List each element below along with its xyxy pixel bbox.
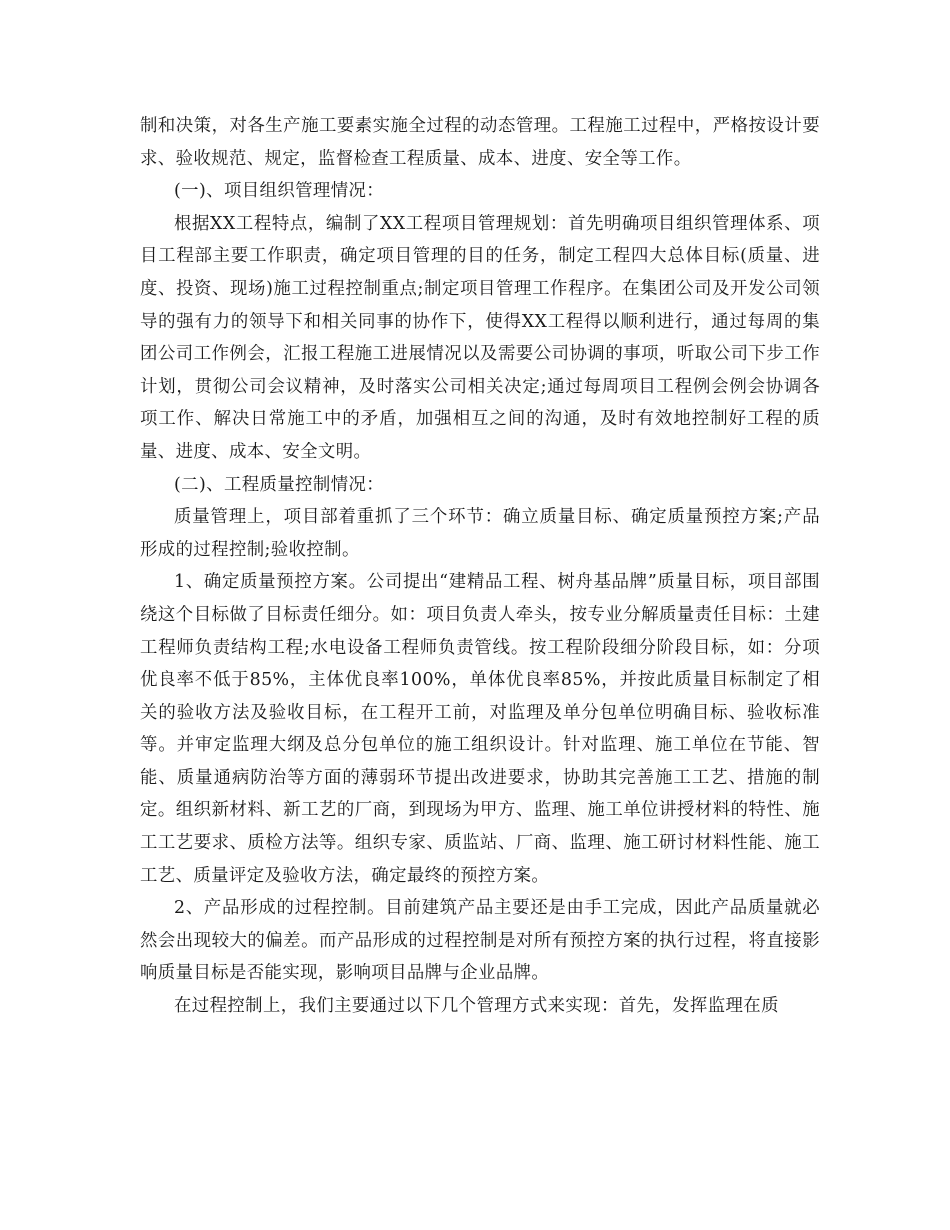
paragraph-1: 制和决策，对各生产施工要素实施全过程的动态管理。工程施工过程中，严格按设计要求、验收规范、规定，监督检查工程质量、成本、进度、安全等工作。: [140, 116, 820, 169]
paragraph-quality-plan: 1、确定质量预控方案。公司提出“建精品工程、树舟基品牌”质量目标，项目部围绕这个目标做了目标责任细分。如：项目负责人牵头，按专业分解质量责任目标：土建工程师负责结构工程;水电设备工程师负责管线。按工程阶段细分阶段目标，如：分项优良率不低于85%，主体优良率100%，单体优良率85%，并按此质量目标制定了相关的验收方法及验收目标，在工程开工前，对监理及单分包单位明确目标、验收标准等。并审定监理大纲及总分包单位的施工组织设计。针对监理、施工单位在节能、智能、质量通病防治等方面的薄弱环节提出改进要求，协助其完善施工工艺、措施的制定。组织新材料、新工艺的厂商，到现场为甲方、监理、施工单位讲授材料的特性、施工工艺要求、质检方法等。组织专家、质监站、厂商、监理、施工研讨材料性能、施工工艺、质量评定及验收方法，确定最终的预控方案。: [140, 572, 820, 886]
paragraph-process-control: 2、产品形成的过程控制。目前建筑产品主要还是由手工完成，因此产品质量就必然会出现较大的偏差。而产品形成的过程控制是对所有预控方案的执行过程，将直接影响质量目标是否能实现，影响项目品牌与企业品牌。: [140, 898, 820, 984]
section-heading-organization: (一)、项目组织管理情况：: [174, 181, 385, 202]
document-body: [140, 110, 820, 1023]
section-heading-quality: (二)、工程质量控制情况：: [174, 474, 385, 495]
paragraph-organization: 根据XX工程特点，编制了XX工程项目管理规划：首先明确项目组织管理体系、项目工程部主要工作职责，确定项目管理的目的任务，制定工程四大总体目标(质量、进度、投资、现场)施工过程控制重点;制定项目管理工作程序。在集团公司及开发公司领导的强有力的领导下和相关同事的协作下，使得XX工程得以顺利进行，通过每周的集团公司工作例会，汇报工程施工进展情况以及需要公司协调的事项，听取公司下步工作计划，贯彻公司会议精神，及时落实公司相关决定;通过每周项目工程例会例会协调各项工作、解决日常施工中的矛盾，加强相互之间的沟通，及时有效地控制好工程的质量、进度、成本、安全文明。: [140, 213, 820, 462]
paragraph-process-methods: 在过程控制上，我们主要通过以下几个管理方式来实现：首先，发挥监理在质: [174, 996, 779, 1017]
paragraph-quality-intro: 质量管理上，项目部着重抓了三个环节：确立质量目标、确定质量预控方案;产品形成的过程控制;验收控制。: [140, 507, 820, 560]
